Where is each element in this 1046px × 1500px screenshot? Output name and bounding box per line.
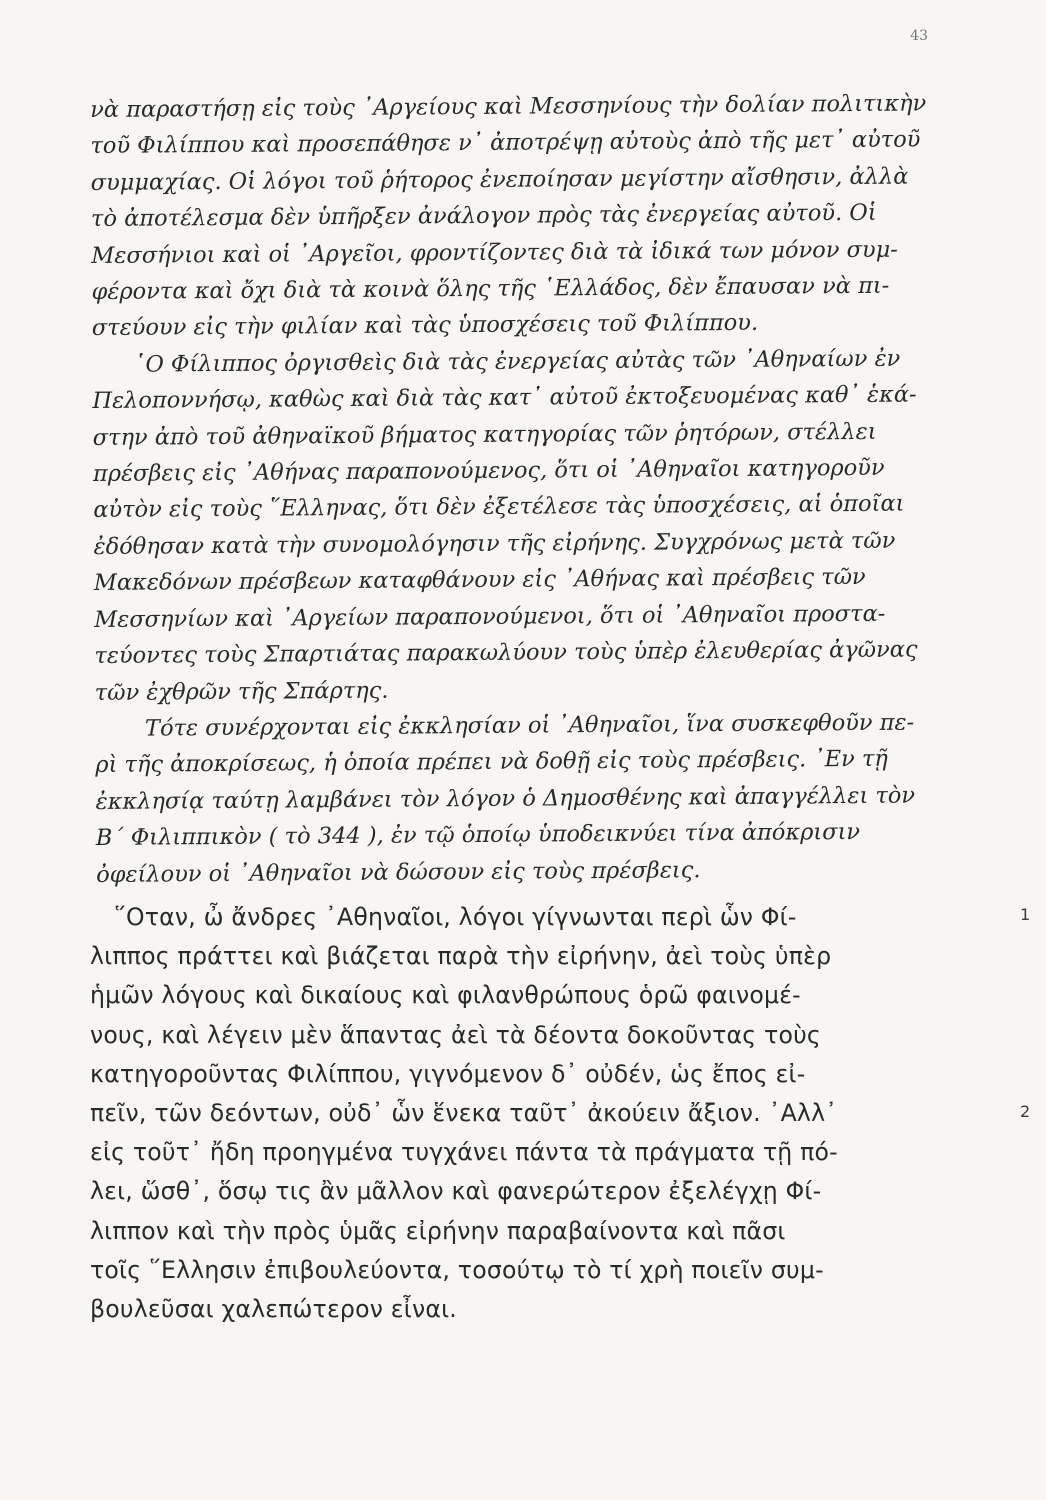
intro-line: Μεσσηνίων καὶ ᾿Αργείων παραπονούμενοι, ὅτι οἱ ᾿Αθηναῖοι προστα- (94, 600, 886, 633)
intro-line: ἐκκλησίᾳ ταύτῃ λαμβάνει τὸν λόγον ὁ Δημοσθένης καὶ ἀπαγγέλλει τὸν (95, 782, 916, 815)
quote-line: εἰς τοῦτ᾿ ἤδη προηγμένα τυγχάνει πάντα τὰ πράγματα τῇ πό- (90, 1138, 838, 1167)
quote-line: κατηγοροῦντας Φιλίππου, γιγνόμενον δ᾿ οὐδέν, ὡς ἔπος εἰ- (90, 1059, 806, 1088)
quote-line: ἡμῶν λόγους καὶ δικαίους καὶ φιλανθρώπους ὁρῶ φαινομέ- (90, 981, 801, 1010)
quote-line: πεῖν, τῶν δεόντων, οὐδ᾿ ὧν ἕνεκα ταῦτ᾿ ἀκούειν ἄξιον. ᾿Αλλ᾿ (90, 1099, 838, 1128)
intro-line: τεύοντες τοὺς Σπαρτιάτας παρακωλύουν τοὺς ὑπὲρ ἐλευθερίας ἀγῶνας (94, 636, 918, 670)
intro-line: πρέσβεις εἰς ᾿Αθήνας παραπονούμενος, ὅτι οἱ ᾿Αθηναῖοι κατηγοροῦν (92, 454, 885, 488)
intro-line: στεύουν εἰς τὴν φιλίαν καὶ τὰς ὑποσχέσεις τοῦ Φιλίππου. (91, 310, 759, 342)
intro-line: Πελοποννήσῳ, καθὼς καὶ διὰ τὰς κατ᾿ αὐτοῦ ἐκτοξευομένας καθ᾿ ἑκά- (92, 381, 917, 415)
quote-line: βουλεῦσαι χαλεπώτερον εἶναι. (90, 1295, 457, 1324)
section-number: 1 (1020, 905, 1031, 924)
quote-line: νους, καὶ λέγειν μὲν ἅπαντας ἀεὶ τὰ δέοντα δοκοῦντας τοὺς (90, 1020, 821, 1049)
intro-line: συμμαχίας. Οἱ λόγοι τοῦ ῥήτορος ἐνεποίησαν μεγίστην αἴσθησιν, ἀλλὰ (90, 163, 909, 196)
intro-line: ῾Ο Φίλιππος ὀργισθεὶς διὰ τὰς ἐνεργείας αὐτὰς τῶν ᾿Αθηναίων ἐν (134, 345, 901, 378)
intro-line: στην ἀπὸ τοῦ ἀθηναϊκοῦ βήματος κατηγορίας τῶν ῥητόρων, στέλλει (92, 418, 877, 451)
introduction-text (90, 85, 936, 893)
intro-line: Μεσσήνιοι καὶ οἱ ᾿Αργεῖοι, φροντίζοντες διὰ τὰ ἰδικά των μόνον συμ- (91, 236, 898, 269)
intro-line: ρὶ τῆς ἀποκρίσεως, ἡ ὁποία πρέπει νὰ δοθῇ εἰς τοὺς πρέσβεις. ᾿Εν τῇ (95, 746, 888, 779)
intro-line: Τότε συνέρχονται εἰς ἐκκλησίαν οἱ ᾿Αθηναῖοι, ἵνα συσκεφθοῦν πε- (144, 709, 915, 742)
intro-line: τοῦ Φιλίππου καὶ προσεπάθησε ν᾿ ἀποτρέψῃ αὐτοὺς ἀπὸ τῆς μετ᾿ αὐτοῦ (90, 126, 921, 160)
page-number: 43 (910, 28, 928, 44)
intro-line: τῶν ἐχθρῶν τῆς Σπάρτης. (94, 677, 389, 706)
quote-line: τοῖς ῞Ελλησιν ἐπιβουλεύοντα, τοσούτῳ τὸ τί χρὴ ποιεῖν συμ- (90, 1255, 824, 1284)
section-number: 2 (1020, 1102, 1031, 1121)
quote-line: ῞Οταν, ὦ ἄνδρες ᾿Αθηναῖοι, λόγοι γίγνωνται περὶ ὧν Φί- (114, 903, 797, 931)
quote-line: λει, ὥσθ᾿, ὅσῳ τις ἂν μᾶλλον καὶ φανερώτερον ἐξελέγχῃ Φί- (90, 1177, 822, 1206)
intro-line: νὰ παραστήσῃ εἰς τοὺς ᾿Αργείους καὶ Μεσσηνίους τὴν δολίαν πολιτικὴν (90, 90, 927, 123)
demosthenes-quote (90, 898, 950, 1329)
intro-line: ὀφείλουν οἱ ᾿Αθηναῖοι νὰ δώσουν εἰς τοὺς πρέσβεις. (96, 856, 701, 888)
intro-line: φέροντα καὶ ὄχι διὰ τὰ κοινὰ ὅλης τῆς ῾Ελλάδος, δὲν ἔπαυσαν νὰ πι- (91, 272, 890, 306)
intro-line: αὐτὸν εἰς τοὺς ῞Ελληνας, ὅτι δὲν ἐξετέλεσε τὰς ὑποσχέσεις, αἱ ὁποῖαι (93, 491, 905, 524)
quote-line: λιππος πράττει καὶ βιάζεται παρὰ τὴν εἰρήνην, ἀεὶ τοὺς ὑπὲρ (90, 942, 832, 971)
intro-line: Β΄ Φιλιππικὸν ( τὸ 344 ), ἐν τῷ ὁποίῳ ὑποδεικνύει τίνα ἀπόκρισιν (95, 819, 861, 852)
intro-line: ἐδόθησαν κατὰ τὴν συνομολόγησιν τῆς εἰρήνης. Συγχρόνως μετὰ τῶν (93, 527, 896, 560)
intro-line: Μακεδόνων πρέσβεων καταφθάνουν εἰς ᾿Αθήνας καὶ πρέσβεις τῶν (93, 564, 866, 597)
intro-line: τὸ ἀποτέλεσμα δὲν ὑπῆρξεν ἀνάλογον πρὸς τὰς ἐνεργείας αὐτοῦ. Οἱ (90, 200, 877, 233)
quote-line: λιππον καὶ τὴν πρὸς ὑμᾶς εἰρήνην παραβαίνοντα καὶ πᾶσι (90, 1216, 786, 1245)
